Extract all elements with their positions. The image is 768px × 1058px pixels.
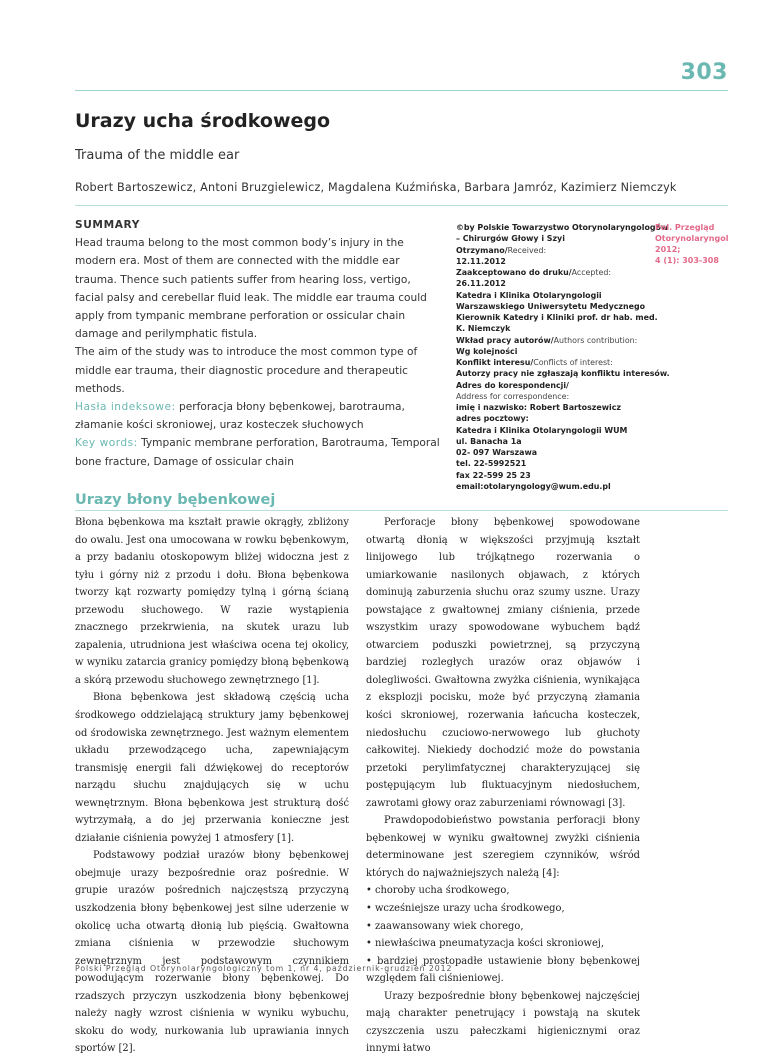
summary-heading: SUMMARY bbox=[75, 219, 140, 231]
meta-email: email:otolaryngology@wum.edu.pl bbox=[456, 481, 611, 491]
meta-contrib-en: Authors contribution: bbox=[553, 335, 638, 345]
meta-dept-3: Kierownik Katedry i Kliniki prof. dr hab. med. bbox=[456, 313, 658, 322]
meta-correspondence: Adres do korespondencji/ bbox=[456, 380, 569, 390]
meta-name: imię i nazwisko: Robert Bartoszewicz bbox=[456, 403, 622, 412]
meta-fax: fax 22-599 25 23 bbox=[456, 470, 531, 480]
body-paragraph: Urazy bezpośrednie błony bębenkowej najczęściej mają charakter penetrujący i powstają na skutek czyszczenia uszu pałeczkami higienicznymi oraz innymi łatwo bbox=[366, 990, 640, 1055]
meta-conflict-en: Conflicts of interest: bbox=[533, 358, 613, 367]
header-rule bbox=[75, 90, 728, 91]
english-keywords-label: Key words: bbox=[75, 437, 138, 450]
meta-conflict-1: Autorzy pracy nie zgłaszają konfliktu interesów. bbox=[456, 369, 670, 379]
polish-keywords bbox=[75, 398, 441, 434]
meta-copyright-2: – Chirurgów Głowy i Szyi bbox=[456, 234, 565, 244]
summary-text-2: The aim of the study was to introduce the most common type of middle ear trauma, their diagnostic procedure and therapeutic methods. bbox=[75, 346, 418, 395]
body-paragraph: Perforacje błony bębenkowej spowodowane otwartą dłonią w większości przyjmują kształt linijowego lub trójkątnego rozerwania o umiarkowanie nasilonych objawach, z których dominują zaburzenia słuchu oraz szumy uszne. Urazy powstające z gwałtownej zmiany ciśnienia, przede wszystkim urazy spowodowane wybuchem bądź otwarciem poduszki powietrznej, są przyczyną bardziej rozległych urazów oraz objawów i dolegliwości. Gwałtowna zwyżka ciśnienia, wynikająca z eksplozji pocisku, może być przyczyną złamania kości skroniowej, rozerwania łańcucha kosteczek, niedosłuchu czuciowo-nerwowego lub głuchoty całkowitej. Niekiedy dochodzić może do powstania przetoki perylimfatycznej charakteryzującej się postępującym lub fluktuacyjnym niedosłuchem, zawrotami głowy oraz zaburzeniami równowagi [3]. bbox=[366, 517, 640, 809]
section-rule bbox=[75, 510, 728, 511]
meta-address-3: 02- 097 Warszawa bbox=[456, 448, 538, 457]
meta-received-date: 12.11.2012 bbox=[456, 256, 506, 266]
body-paragraph: Błona bębenkowa ma kształt prawie okrągły, zbliżony do owalu. Jest ona umocowana w rowku bębenkowym, a przy badaniu otoskopowym bliżej widoczna jest z tyłu i górny niż z przodu i dołu. Błona bębenkowa tworzy kąt rozwarty pomiędzy tylną i górną ścianą przewodu słuchowego. W razie wystąpienia znacznego przekrwienia, na skutek urazu lub zapalenia, utrudniona jest właściwa ocena tej okolicy, w wyniku zatarcia granicy pomiędzy błoną bębenkową a skórą przewodu słuchowego zewnętrznego [1]. bbox=[75, 517, 349, 686]
article-metadata bbox=[456, 222, 670, 492]
meta-accepted-date: 26.11.2012 bbox=[456, 279, 506, 289]
summary-text-1: Head trauma belong to the most common body’s injury in the modern era. Most of them are connected with the middle ear trauma. Thence such patients suffer from hearing loss, vertigo, facial palsy and cerebellar fluid leak. The middle ear trauma could apply from tympanic membrane perforation or ossicular chain damage and perilymphatic fistula. bbox=[75, 237, 427, 341]
meta-conflict-label: Konflikt interesu/ bbox=[456, 358, 534, 367]
article-subtitle: Trauma of the middle ear bbox=[75, 148, 240, 163]
body-paragraph: Błona bębenkowa jest składową częścią ucha środkowego oddzielającą struktury jamy bębenkowej od środowiska zewnętrznego. Jest ważnym elementem układu przewodzącego ucha, zapewniającym transmisję energii fali dźwiękowej do receptorów narządu słuchu znajdujących się w uchu wewnętrznym. Błona bębenkowa jest strukturą dość wytrzymałą, a do jej przerwania konieczne jest działanie ciśnienia powyżej 1 atmosfery [1]. bbox=[75, 692, 349, 844]
meta-address-1: Katedra i Klinika Otolaryngologii WUM bbox=[456, 425, 628, 435]
meta-received-label: Otrzymano/ bbox=[456, 245, 508, 255]
list-item: • zaawansowany wiek chorego, bbox=[366, 920, 524, 932]
polish-keywords-label: Hasła indeksowe: bbox=[75, 401, 176, 414]
author-list: Robert Bartoszewicz, Antoni Bruzgielewicz, Magdalena Kuźmińska, Barbara Jamróz, Kazimierz Niemczyk bbox=[75, 181, 677, 194]
meta-accepted-label: Zaakceptowano do druku/ bbox=[456, 268, 572, 277]
meta-copyright: ©by Polskie Towarzystwo Otorynolaryngologów bbox=[456, 223, 669, 232]
list-item: • choroby ucha środkowego, bbox=[366, 885, 510, 897]
meta-accepted-en: Accepted: bbox=[571, 268, 612, 277]
list-item: • bardziej prostopadłe ustawienie błony bębenkowej względem fali ciśnieniowej. bbox=[366, 955, 640, 985]
body-paragraph: Podstawowy podział urazów błony bębenkowej obejmuje urazy bezpośrednie oraz pośrednie. W grupie urazów pośrednich najczęstszą przyczyną uszkodzenia błony bębenkowej jest silne uderzenie w okolicę ucha otwartą dłonią lub pięścią. Gwałtowna zmiana ciśnienia w przewodzie słuchowym zewnętrznym jest podstawowym czynnikiem powodującym rozerwanie błony bębenkowej. Do rzadszych przyczyn uszkodzenia błony bębenkowej należy nagły wzrost ciśnienia w wyniku wybuchu, skoku do wody, nurkowania lub uprawiania innych sportów [2]. bbox=[75, 850, 349, 1055]
citation-line-3: 4 (1): 303-308 bbox=[655, 256, 719, 265]
list-item: • wcześniejsze urazy ucha środkowego, bbox=[366, 903, 565, 915]
summary-block bbox=[75, 216, 441, 471]
page-footer: Polski Przegląd Otorynolaryngologiczny tom 1, nr 4, październik-grudzień 2012 bbox=[75, 964, 453, 973]
list-item: • niewłaściwa pneumatyzacja kości skroniowej, bbox=[366, 938, 604, 950]
english-keywords-text: Tympanic membrane perforation, Barotrauma, Temporal bone fracture, Damage of ossicular chain bbox=[75, 437, 440, 468]
body-column-right bbox=[366, 514, 640, 1058]
polish-keywords-text: perforacja błony bębenkowej, barotrauma, złamanie kości skroniowej, uraz kosteczek słuchowych bbox=[75, 401, 405, 432]
meta-dept-4: K. Niemczyk bbox=[456, 324, 511, 334]
citation-line-2: Otorynolaryngol 2012; bbox=[655, 234, 729, 254]
meta-accepted bbox=[456, 267, 644, 278]
citation-line-1: Pol. Przegląd bbox=[655, 223, 715, 232]
body-paragraph: Prawdopodobieństwo powstania perforacji błony bębenkowej w wyniku gwałtownej zwyżki ciśnienia determinowane jest szeregiem czynników, wśród których do najważniejszych należą [4]: bbox=[366, 815, 640, 879]
page-number: 303 bbox=[680, 60, 728, 85]
meta-address-2: ul. Banacha 1a bbox=[456, 436, 522, 446]
meta-correspondence-en: Address for correspondence: bbox=[456, 391, 570, 401]
article-title: Urazy ucha środkowego bbox=[75, 110, 331, 132]
meta-tel: tel. 22-5992521 bbox=[456, 459, 527, 469]
meta-contrib-label: Wkład pracy autorów/ bbox=[456, 335, 554, 345]
meta-postal: adres pocztowy: bbox=[456, 414, 529, 424]
section-heading: Urazy błony bębenkowej bbox=[75, 492, 276, 508]
meta-received-en: Received: bbox=[507, 245, 547, 255]
english-keywords bbox=[75, 434, 441, 470]
authors-rule bbox=[75, 205, 728, 206]
meta-contrib-value: Wg kolejności bbox=[456, 346, 518, 356]
body-column-left bbox=[75, 514, 349, 1058]
meta-contribution bbox=[456, 335, 644, 346]
journal-citation bbox=[655, 222, 735, 266]
meta-dept-1: Katedra i Klinika Otolaryngologii bbox=[456, 290, 602, 300]
meta-dept-2: Warszawskiego Uniwersytetu Medycznego bbox=[456, 301, 646, 311]
meta-received bbox=[456, 245, 644, 256]
meta-conflict bbox=[456, 357, 644, 368]
